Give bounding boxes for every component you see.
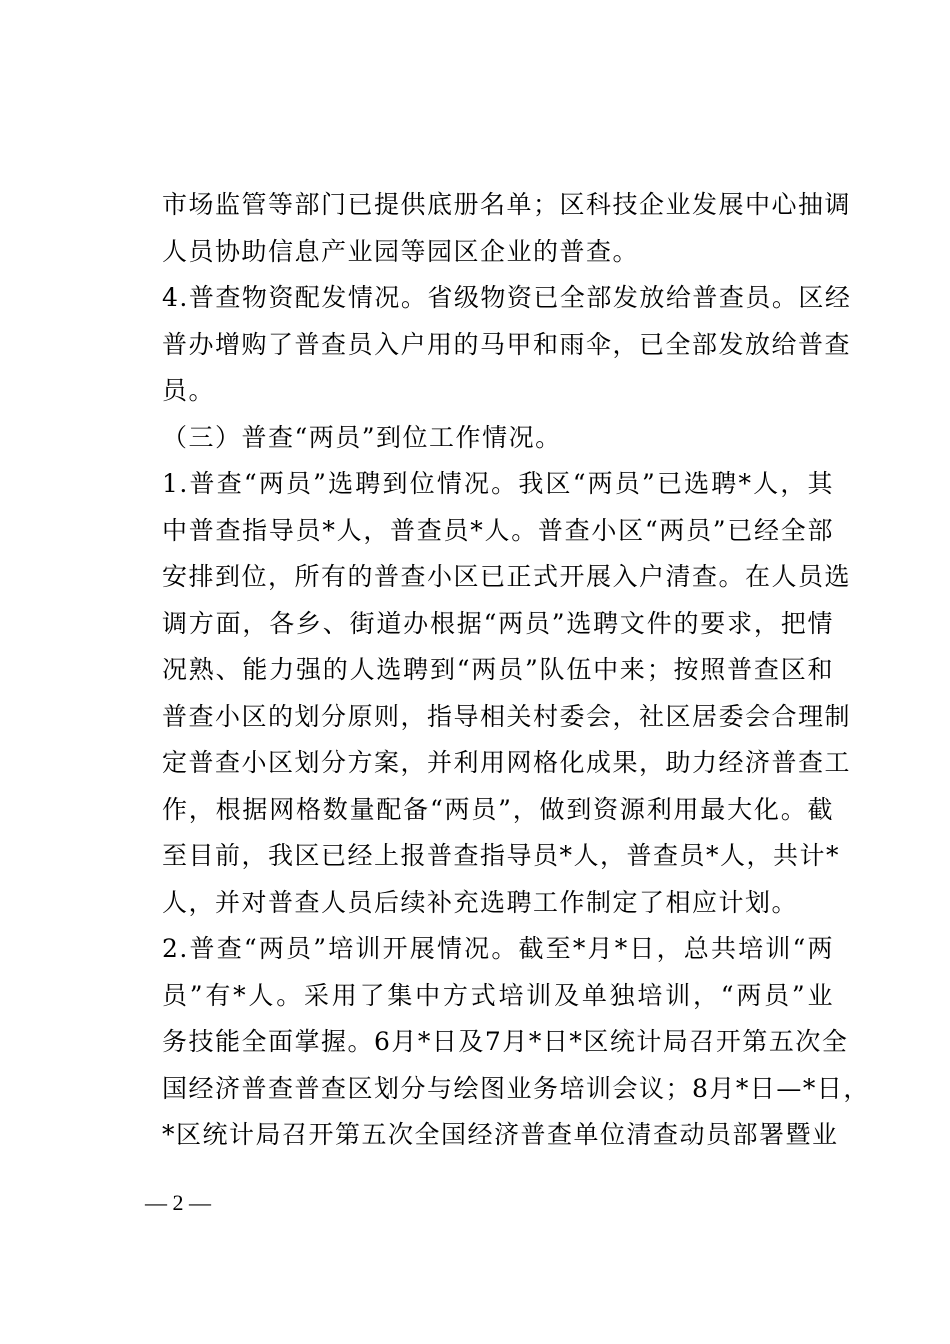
text-line: 务技能全面掌握。6月*日及7月*日*区统计局召开第五次全 (162, 1027, 849, 1056)
paragraph-training (162, 926, 870, 1159)
text-line: 作，根据网格数量配备“两员”，做到资源利用最大化。截 (162, 794, 834, 824)
text-line: 普办增购了普查员入户用的马甲和雨伞，已全部发放给普查 (162, 329, 852, 359)
text-line: 1.普查“两员”选聘到位情况。我区“两员”已选聘*人，其 (162, 469, 834, 498)
text-line: 员”有*人。采用了集中方式培训及单独培训，“两员”业 (162, 980, 834, 1010)
text-line: 人员协助信息产业园等园区企业的普查。 (162, 236, 640, 266)
page-number: — 2 — (145, 1190, 211, 1215)
text-line: *区统计局召开第五次全国经济普查单位清查动员部署暨业 (162, 1120, 839, 1149)
text-line: 中普查指导员*人，普查员*人。普查小区“两员”已经全部 (162, 515, 834, 545)
paragraph-materials (162, 275, 852, 415)
text-line: 况熟、能力强的人选聘到“两员”队伍中来；按照普查区和 (162, 655, 834, 684)
text-line: 调方面，各乡、街道办根据“两员”选聘文件的要求，把情 (162, 608, 834, 638)
text-line: 定普查小区划分方案，并利用网格化成果，助力经济普查工 (162, 748, 852, 777)
text-line: 安排到位，所有的普查小区已正式开展入户清查。在人员选 (162, 562, 852, 591)
text-line: 2.普查“两员”培训开展情况。截至*月*日，总共培训“两 (162, 934, 834, 963)
text-line: 国经济普查普查区划分与绘图业务培训会议；8月*日—*日， (162, 1073, 870, 1103)
heading-line: （三）普查“两员”到位工作情况。 (162, 422, 562, 452)
text-line: 市场监管等部门已提供底册名单；区科技企业发展中心抽调 (162, 190, 852, 219)
text-line: 至目前，我区已经上报普查指导员*人，普查员*人，共计* (162, 841, 841, 870)
paragraph-continuation (162, 182, 852, 275)
section-heading (162, 415, 834, 462)
body-text (162, 182, 870, 1159)
text-line: 普查小区的划分原则，指导相关村委会，社区居委会合理制 (162, 701, 852, 731)
paragraph-recruitment (162, 461, 852, 926)
text-line: 员。 (162, 376, 216, 405)
text-line: 人，并对普查人员后续补充选聘工作制定了相应计划。 (162, 887, 799, 917)
text-line: 4.普查物资配发情况。省级物资已全部发放给普查员。区经 (162, 283, 852, 312)
